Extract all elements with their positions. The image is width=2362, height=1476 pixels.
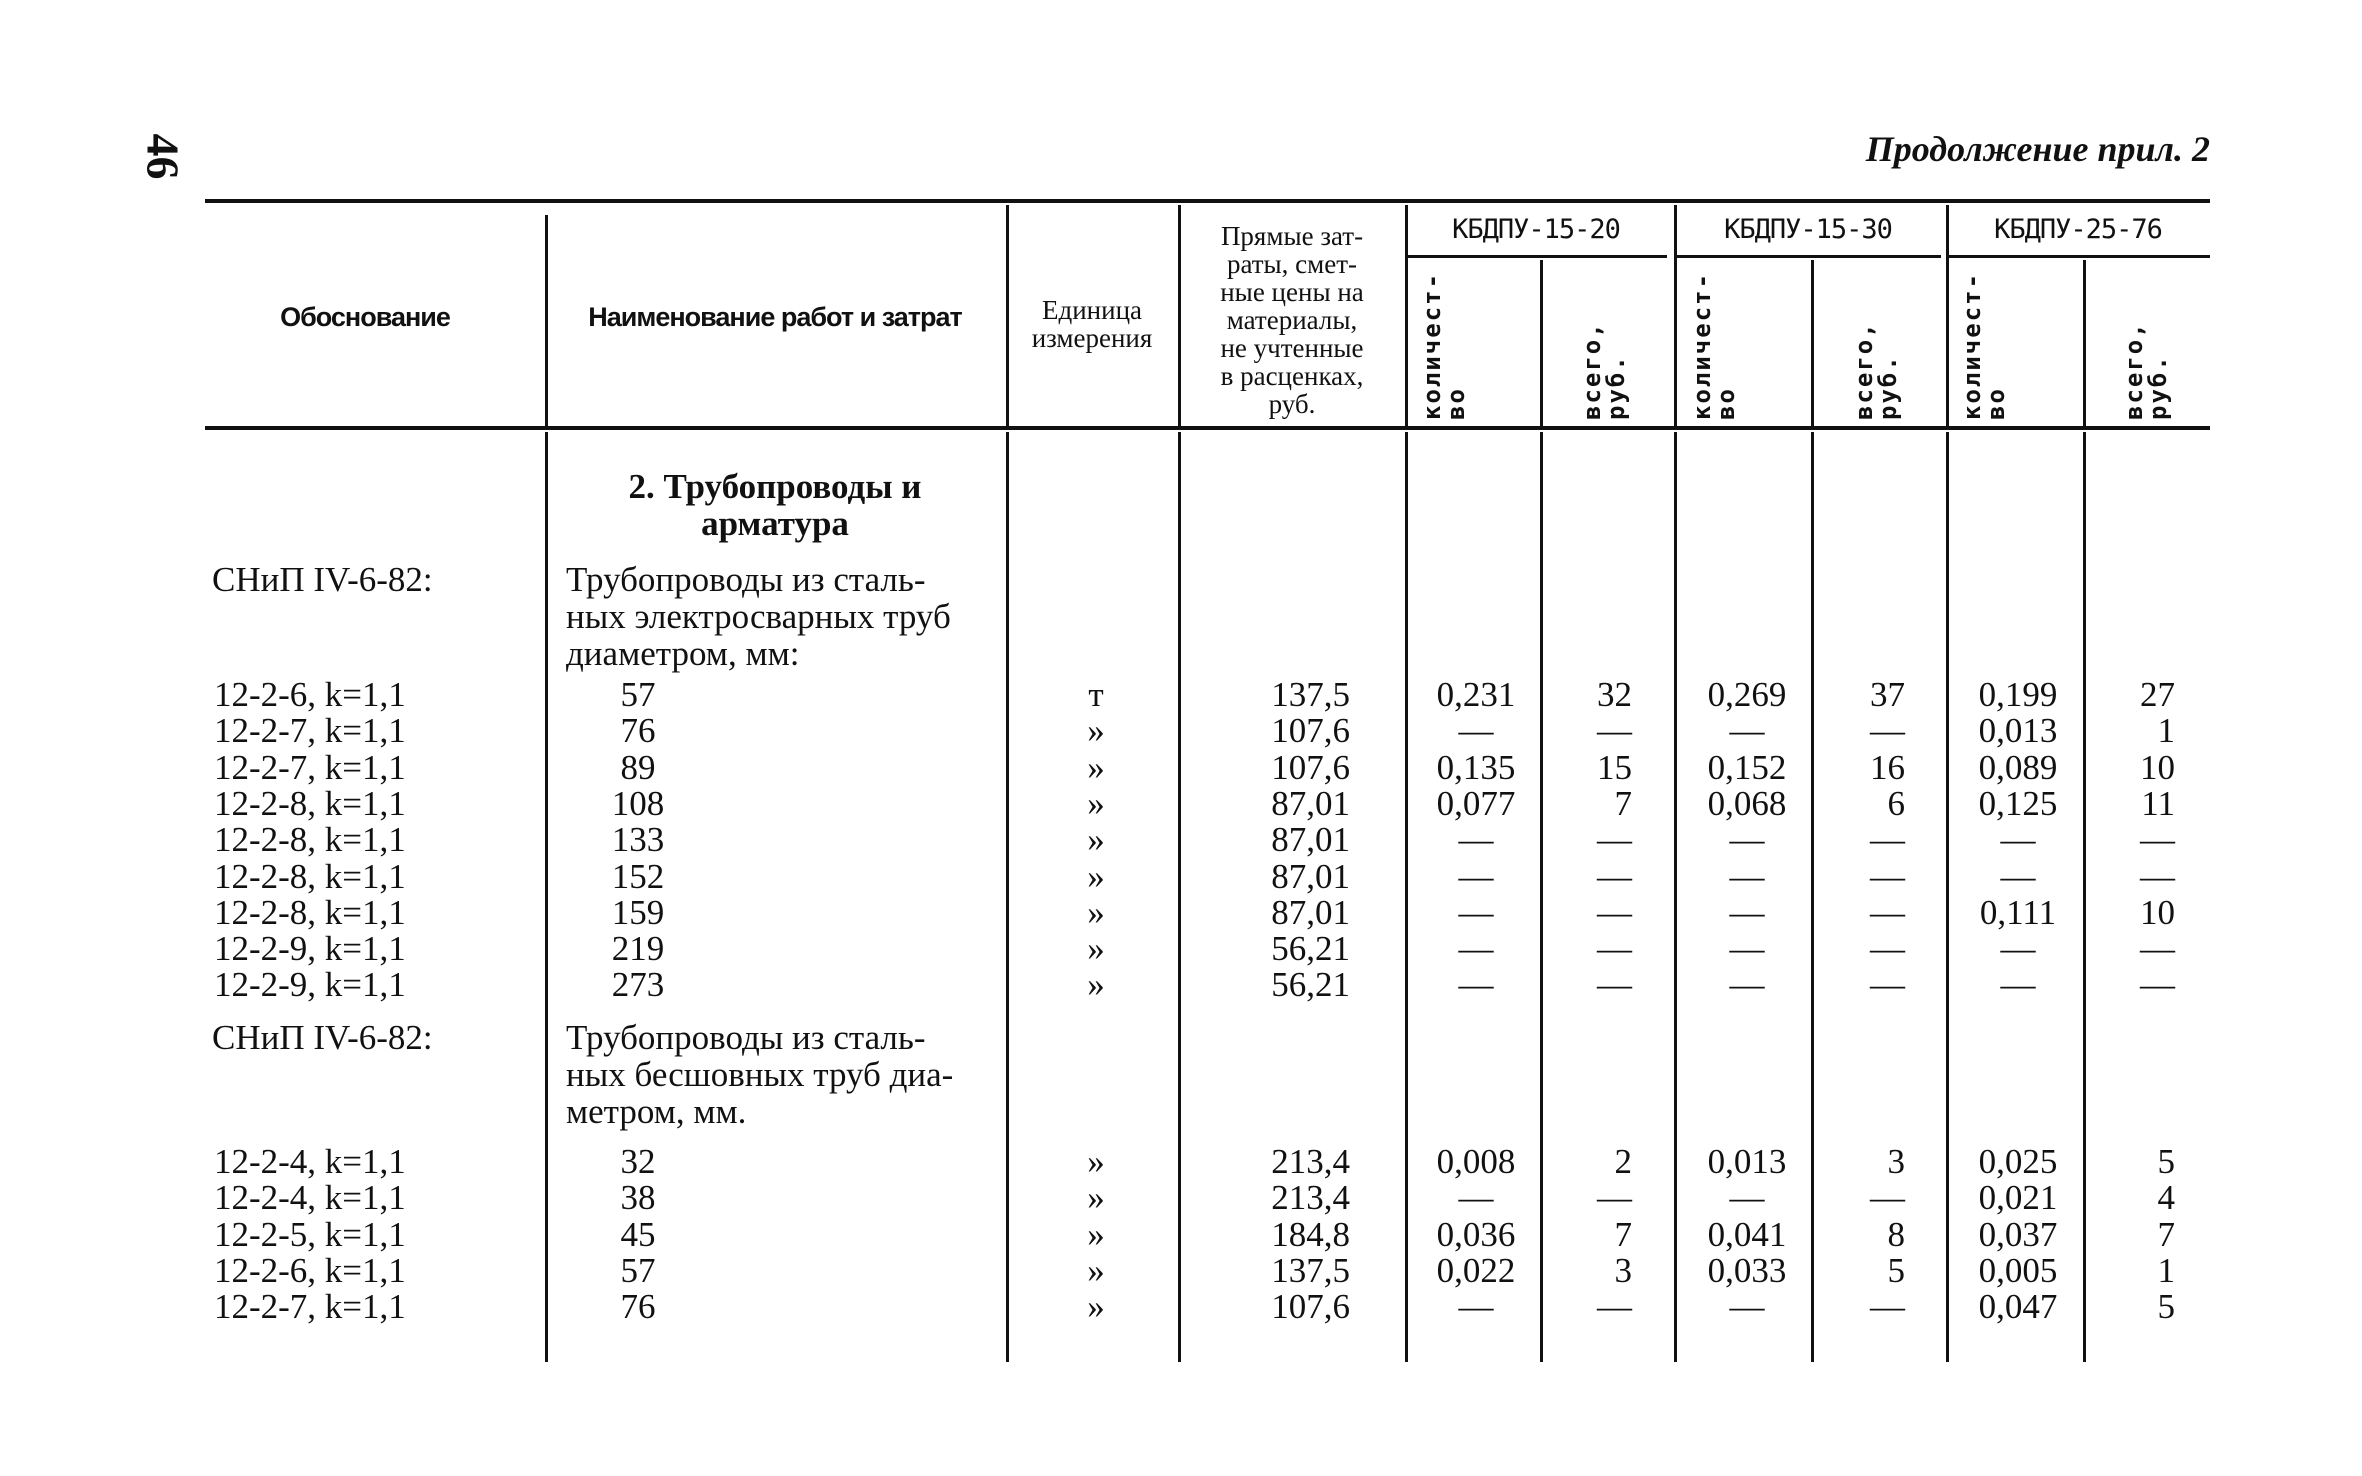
row-unit: » <box>1087 820 1105 860</box>
group-label-2: КБДПУ-15-30 <box>1724 214 1892 245</box>
block-description-line: метром, мм. <box>566 1092 747 1131</box>
section-title-line: арматура <box>701 504 849 543</box>
row-code: 12-2-8, k=1,1 <box>214 892 406 932</box>
row-code: 12-2-5, k=1,1 <box>214 1214 406 1254</box>
row-quantity: 0,033 <box>1707 1250 1787 1290</box>
column-divider <box>1405 432 1408 1362</box>
row-total: 10 <box>2140 747 2175 787</box>
header-cost-line: не учтенные <box>1220 333 1364 363</box>
row-quantity: — <box>1729 929 1765 969</box>
row-quantity: — <box>1458 965 1494 1005</box>
row-code: 12-2-8, k=1,1 <box>214 820 406 860</box>
group-rule-1 <box>1405 255 1667 258</box>
column-divider <box>2083 432 2086 1362</box>
row-total: 1 <box>2157 711 2175 751</box>
column-divider <box>1006 432 1009 1362</box>
block-description-line: диаметром, мм: <box>566 634 800 673</box>
row-total: — <box>1870 929 1905 969</box>
group-3-total-header: всего, руб. <box>2120 321 2172 420</box>
row-price: 184,8 <box>1271 1214 1350 1254</box>
row-total: — <box>1597 1287 1632 1327</box>
column-divider <box>1811 260 1814 428</box>
row-total: — <box>1597 965 1632 1005</box>
row-total: — <box>1870 965 1905 1005</box>
column-divider <box>1540 432 1543 1362</box>
group-3-qty-header: количест- во <box>1958 271 2010 420</box>
row-diameter: 133 <box>611 820 665 860</box>
section-title-line: 2. Трубопроводы и <box>628 467 922 506</box>
row-total: 7 <box>1614 1214 1632 1254</box>
group-2-qty-header: количест- во <box>1688 271 1740 420</box>
row-price: 107,6 <box>1271 711 1350 751</box>
row-quantity: — <box>1458 929 1494 969</box>
row-total: 8 <box>1887 1214 1905 1254</box>
header-cost-line: раты, смет- <box>1226 249 1358 279</box>
row-code: 12-2-7, k=1,1 <box>214 1287 406 1327</box>
group-label-3: КБДПУ-25-76 <box>1994 214 2162 245</box>
row-quantity: 0,005 <box>1978 1250 2058 1290</box>
row-quantity: — <box>1458 1178 1494 1218</box>
row-quantity: — <box>1458 892 1494 932</box>
block-description-line: ных электросварных труб <box>566 597 951 636</box>
header-name: Наименование работ и затрат <box>588 302 962 332</box>
row-quantity: 0,008 <box>1436 1142 1516 1181</box>
row-diameter: 219 <box>611 929 665 969</box>
row-quantity: 0,199 <box>1978 675 2058 714</box>
row-total: — <box>1870 856 1905 896</box>
row-price: 107,6 <box>1271 747 1350 787</box>
row-quantity: 0,125 <box>1978 783 2058 823</box>
row-total: 2 <box>1614 1142 1632 1181</box>
header-cost-line: руб. <box>1268 389 1316 419</box>
row-price: 137,5 <box>1271 1250 1350 1290</box>
row-quantity: — <box>1458 820 1494 860</box>
row-quantity: — <box>2000 965 2036 1005</box>
row-code: 12-2-8, k=1,1 <box>214 783 406 823</box>
row-quantity: 0,152 <box>1707 747 1787 787</box>
row-price: 87,01 <box>1271 783 1350 823</box>
header-unit-line: Единица <box>1041 295 1143 325</box>
row-total: 10 <box>2140 892 2175 932</box>
block-description-line: Трубопроводы из сталь- <box>566 1018 926 1057</box>
row-unit: » <box>1087 1178 1105 1218</box>
row-total: 27 <box>2140 675 2175 714</box>
row-total: — <box>1597 856 1632 896</box>
row-code: 12-2-7, k=1,1 <box>214 711 406 751</box>
row-price: 137,5 <box>1271 675 1350 714</box>
column-divider <box>1674 432 1677 1362</box>
row-quantity: 0,013 <box>1707 1142 1787 1181</box>
header-basis: Обоснование <box>280 302 450 332</box>
group-rule-3 <box>1948 255 2210 258</box>
row-quantity: 0,021 <box>1978 1178 2058 1218</box>
row-quantity: 0,022 <box>1436 1250 1516 1290</box>
row-total: 5 <box>1887 1250 1905 1290</box>
row-diameter: 76 <box>620 711 656 751</box>
row-total: — <box>1870 711 1905 751</box>
row-total: — <box>2140 820 2175 860</box>
block-basis: СНиП IV-6-82: <box>212 1018 433 1057</box>
column-divider <box>1405 205 1408 428</box>
row-total: 1 <box>2157 1250 2175 1290</box>
row-unit: » <box>1087 1250 1105 1290</box>
row-total: — <box>1870 892 1905 932</box>
row-quantity: — <box>1729 820 1765 860</box>
row-quantity: — <box>1729 711 1765 751</box>
row-code: 12-2-6, k=1,1 <box>214 1250 406 1290</box>
row-quantity: 0,068 <box>1707 783 1787 823</box>
column-divider <box>1674 205 1677 428</box>
group-2-total-header: всего, руб. <box>1850 321 1902 420</box>
row-quantity: — <box>1458 856 1494 896</box>
top-rule <box>205 199 2210 203</box>
row-total: 6 <box>1887 783 1905 823</box>
row-diameter: 273 <box>611 965 665 1005</box>
header-unit <box>1032 296 1153 352</box>
header-unit-line: измерения <box>1031 323 1153 353</box>
row-price: 56,21 <box>1271 965 1350 1005</box>
row-quantity: 0,111 <box>1979 892 2057 932</box>
row-code: 12-2-7, k=1,1 <box>214 747 406 787</box>
block-description-line: ных бесшовных труб диа- <box>566 1055 954 1094</box>
row-total: — <box>1870 1287 1905 1327</box>
row-total: 16 <box>1870 747 1905 787</box>
row-unit: » <box>1087 783 1105 823</box>
row-unit: т <box>1088 675 1104 714</box>
row-quantity: — <box>1729 856 1765 896</box>
row-code: 12-2-4, k=1,1 <box>214 1178 406 1218</box>
row-total: 4 <box>2157 1178 2175 1218</box>
row-quantity: 0,025 <box>1978 1142 2058 1181</box>
row-diameter: 57 <box>620 675 656 714</box>
row-quantity: — <box>1729 1287 1765 1327</box>
row-price: 87,01 <box>1271 820 1350 860</box>
block-basis: СНиП IV-6-82: <box>212 560 433 599</box>
row-code: 12-2-6, k=1,1 <box>214 675 406 714</box>
row-unit: » <box>1087 892 1105 932</box>
row-total: — <box>2140 856 2175 896</box>
row-price: 107,6 <box>1271 1287 1350 1327</box>
row-unit: » <box>1087 1287 1105 1327</box>
row-quantity: 0,047 <box>1978 1287 2058 1327</box>
row-diameter: 152 <box>611 856 665 896</box>
row-quantity: — <box>1729 1178 1765 1218</box>
column-divider <box>2083 260 2086 428</box>
row-total: 7 <box>1614 783 1632 823</box>
row-diameter: 32 <box>620 1142 656 1181</box>
row-total: — <box>2140 929 2175 969</box>
row-diameter: 45 <box>620 1214 656 1254</box>
row-total: — <box>1870 1178 1905 1218</box>
row-unit: » <box>1087 711 1105 751</box>
row-quantity: 0,089 <box>1978 747 2058 787</box>
column-divider <box>1178 205 1181 428</box>
column-divider <box>545 215 548 428</box>
column-divider <box>1946 432 1949 1362</box>
row-price: 213,4 <box>1271 1178 1350 1218</box>
row-total: 5 <box>2157 1287 2175 1327</box>
row-total: 15 <box>1597 747 1632 787</box>
continuation-heading: Продолжение прил. 2 <box>1865 129 2210 169</box>
row-total: — <box>1597 1178 1632 1218</box>
row-total: — <box>1597 892 1632 932</box>
row-quantity: 0,231 <box>1436 675 1516 714</box>
row-total: — <box>1870 820 1905 860</box>
row-quantity: 0,036 <box>1436 1214 1516 1254</box>
column-divider <box>1811 432 1814 1362</box>
row-code: 12-2-9, k=1,1 <box>214 929 406 969</box>
row-quantity: — <box>2000 820 2036 860</box>
row-price: 213,4 <box>1271 1142 1350 1181</box>
header-rule <box>205 426 2210 430</box>
row-total: 32 <box>1597 675 1632 714</box>
row-code: 12-2-9, k=1,1 <box>214 965 406 1005</box>
row-quantity: — <box>2000 856 2036 896</box>
row-quantity: — <box>1729 965 1765 1005</box>
row-unit: » <box>1087 1142 1105 1181</box>
row-quantity: 0,269 <box>1707 675 1787 714</box>
header-cost-line: Прямые зат- <box>1220 221 1364 251</box>
row-quantity: — <box>1729 892 1765 932</box>
row-diameter: 38 <box>620 1178 656 1218</box>
row-total: 7 <box>2157 1214 2175 1254</box>
row-total: — <box>1597 711 1632 751</box>
column-divider <box>1178 432 1181 1362</box>
row-total: 5 <box>2157 1142 2175 1181</box>
group-1-total-header: всего, руб. <box>1578 321 1630 420</box>
row-total: 11 <box>2141 783 2175 823</box>
group-label-1: КБДПУ-15-20 <box>1452 214 1620 245</box>
row-total: — <box>1597 929 1632 969</box>
page-number: 46 <box>137 133 189 180</box>
row-quantity: — <box>1458 711 1494 751</box>
row-quantity: 0,037 <box>1978 1214 2058 1254</box>
row-unit: » <box>1087 965 1105 1005</box>
group-rule-2 <box>1676 255 1941 258</box>
row-total: — <box>2140 965 2175 1005</box>
row-unit: » <box>1087 856 1105 896</box>
row-price: 56,21 <box>1271 929 1350 969</box>
row-total: 37 <box>1870 675 1905 714</box>
row-quantity: — <box>1458 1287 1494 1327</box>
row-total: 3 <box>1887 1142 1905 1181</box>
row-quantity: 0,135 <box>1436 747 1516 787</box>
row-diameter: 108 <box>611 783 665 823</box>
row-total: 3 <box>1614 1250 1632 1290</box>
group-1-qty-header: количест- во <box>1418 271 1470 420</box>
row-quantity: 0,041 <box>1707 1214 1787 1254</box>
row-diameter: 89 <box>620 747 656 787</box>
section-title <box>629 468 922 542</box>
row-diameter: 76 <box>620 1287 656 1327</box>
block-description-line: Трубопроводы из сталь- <box>566 560 926 599</box>
row-diameter: 57 <box>620 1250 656 1290</box>
row-quantity: 0,013 <box>1978 711 2058 751</box>
header-cost-line: ные цены на <box>1220 277 1364 307</box>
header-cost-line: в расценках, <box>1220 361 1364 391</box>
header-cost <box>1220 222 1364 418</box>
row-code: 12-2-4, k=1,1 <box>214 1142 406 1181</box>
column-divider <box>1540 260 1543 428</box>
row-unit: » <box>1087 1214 1105 1254</box>
row-unit: » <box>1087 929 1105 969</box>
row-price: 87,01 <box>1271 892 1350 932</box>
row-code: 12-2-8, k=1,1 <box>214 856 406 896</box>
row-unit: » <box>1087 747 1105 787</box>
row-quantity: — <box>2000 929 2036 969</box>
row-quantity: 0,077 <box>1436 783 1516 823</box>
header-cost-line: материалы, <box>1226 305 1358 335</box>
column-divider <box>1006 205 1009 428</box>
row-total: — <box>1597 820 1632 860</box>
row-diameter: 159 <box>611 892 665 932</box>
column-divider <box>1946 205 1949 428</box>
row-price: 87,01 <box>1271 856 1350 896</box>
column-divider <box>545 432 548 1362</box>
